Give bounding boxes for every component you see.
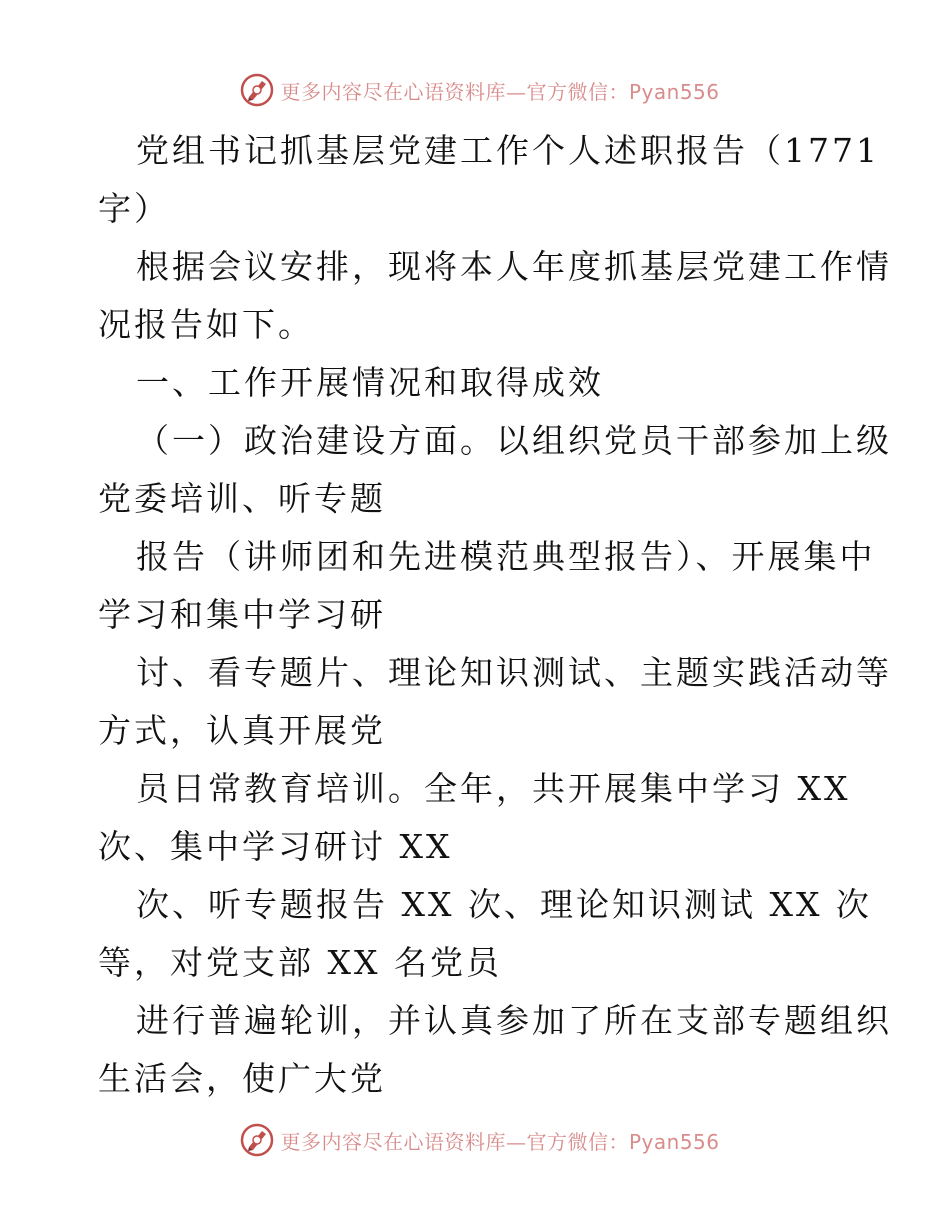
text-line: 次、听专题报告 XX 次、理论知识测试 XX 次 xyxy=(136,885,872,924)
text-line: 党委培训、听专题 xyxy=(98,479,386,518)
text-line: 根据会议安排，现将本人年度抓基层党建工作情 xyxy=(136,247,892,286)
text-line: 况报告如下。 xyxy=(98,305,314,344)
text-line: 党组书记抓基层党建工作个人述职报告（1771 xyxy=(136,131,880,170)
watermark-banner-bottom xyxy=(0,1120,950,1160)
text-line: 报告（讲师团和先进模范典型报告）、开展集中 xyxy=(136,537,876,576)
watermark-banner-content xyxy=(240,1123,719,1157)
text-line: 次、集中学习研讨 XX xyxy=(98,827,453,866)
pen-logo-icon xyxy=(240,73,274,107)
watermark-banner-top xyxy=(0,70,950,110)
text-line: 学习和集中学习研 xyxy=(98,595,386,634)
watermark-banner-content xyxy=(240,73,719,107)
watermark-label: 更多内容尽在心语资料库—官方微信： xyxy=(280,1129,629,1154)
text-line: 字） xyxy=(98,189,170,228)
text-line: 员日常教育培训。全年，共开展集中学习 XX xyxy=(136,769,851,808)
text-line: 一、工作开展情况和取得成效 xyxy=(136,363,604,402)
text-line: 讨、看专题片、理论知识测试、主题实践活动等 xyxy=(136,653,892,692)
watermark-text xyxy=(280,1126,719,1155)
watermark-label: 更多内容尽在心语资料库—官方微信： xyxy=(280,79,629,104)
watermark-text xyxy=(280,76,719,105)
text-line: 方式，认真开展党 xyxy=(98,711,386,750)
document-body xyxy=(98,122,892,1108)
text-line: （一）政治建设方面。以组织党员干部参加上级 xyxy=(136,421,892,460)
watermark-code: Pyan556 xyxy=(628,1129,720,1154)
text-line: 生活会，使广大党 xyxy=(98,1059,386,1098)
pen-logo-icon xyxy=(240,1123,274,1157)
watermark-code: Pyan556 xyxy=(628,79,720,104)
text-line: 进行普遍轮训，并认真参加了所在支部专题组织 xyxy=(136,1001,892,1040)
text-line: 等，对党支部 XX 名党员 xyxy=(98,943,502,982)
